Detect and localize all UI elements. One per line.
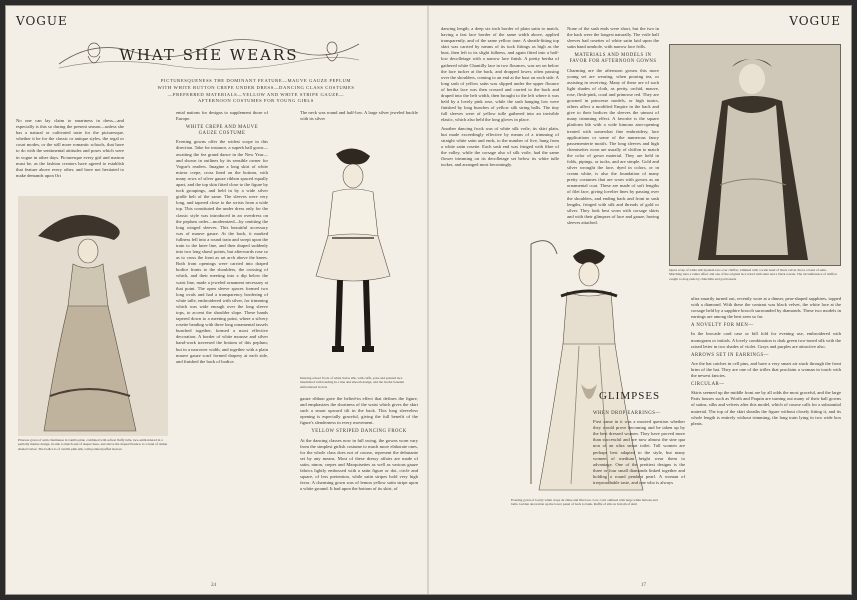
- princess-gown-illustration: [18, 196, 168, 436]
- opera-wrap-photo: [669, 44, 841, 266]
- right-col2-heading: MATERIALS AND MODELS IN FAVOR FOR AFTERNOON GOWNS: [569, 53, 657, 65]
- banner-title: WHAT SHE WEARS: [119, 46, 299, 64]
- novelty-body: In the brocade card case or bill fold for evening use, embroidered with monogram or initials. A lovely combination is dark green two-toned silk with the raised letter in two shades of violet. Grays and purples are attractive also.: [691, 331, 841, 349]
- arrows-body: Are the hat catches in cell pins, and have a very smart air stuck through the front brim of the hat. They are one of the trifles that proclaim a woman in touch with the newest fancies.: [691, 360, 841, 379]
- col4-paragraph: ultra smartly turned out, recently wore at a dinner, pear-shaped sapphires, topped with a diamond. With these the contrast was black velvet, the white lace at the corsage held by a sapphire brooch surrounded by diamonds. These two models in earrings are among the best seen so far.: [691, 296, 841, 320]
- col3-heading: YELLOW STRIPED DANCING FROCK: [311, 429, 407, 435]
- left-col3-bottom: [300, 396, 418, 566]
- masthead-right: VOGUE: [789, 14, 841, 28]
- dancing-frock-illustration: [298, 146, 408, 371]
- caption-opera-wrap: Opera wrap of white silk Spanish lace over chiffon, trimmed with a wide band of black velvet above a band of satin. Matching tiara a rather effect and one of the original lace wired with satin and a black rosette. The circumference of chiffon caught to drag ends by chinchilla and gold tassels: [669, 268, 837, 281]
- left-col1-text: [16, 118, 124, 198]
- left-col3-top: [300, 110, 418, 134]
- col3-body: At the dancing classes now in full swing, the gowns worn vary from the simplest girlish costume to much more elaborate ones, for the whole class does not of course, represent the debutante set by any means. Most of these dressy affairs are made of satin, ninon, crepes and Marquisettes as well as various gauze fabrics lightly embossed with a satin figure or dot, circle and square, of less pretention, while satin stripes hold very high favor. A charming gown was of lemon yellow satin stripe upon a white ground. It had upon the bottom of its skirt, of: [300, 437, 418, 492]
- col2-paragraph: ental nations for designs to supplement those of Europe.: [176, 110, 268, 122]
- magazine-spread: [6, 6, 851, 594]
- caption-princess-gown: Princess gown of satin charmeuse in vanilla pink, combined with softest fluffy tulle, lace-embroidered in a partially marine design, in side to match and of deeper hues, and above the draped flounce, is a band of darker shaded velvet. The bodice is of vanilla pink silk, with pointed puffed sleeves: [18, 438, 168, 451]
- glimpses-title: GLIMPSES: [599, 390, 661, 402]
- subdeck: PICTURESQUENESS THE DOMINANT FEATURE—MAUVE GAUZE PEPLUM WITH WHITE BUTTON CREPE UNDER DRESS—DANCING CLASS COSTUMES—PREFERRED MATERIALS—YELLOW AND WHITE STRIPE GAUZE—AFTERNOON COSTUMES FOR YOUNG GIRLS: [157, 78, 355, 104]
- circular-body: Skirts seemed up the middle front are by all odds the most graceful, and the large Paris houses such as Worth and Paquin are turning out many of their ball gowns of satins, silks and velvets after this model, which of course calls for a substantial material. The top of the skirt sheaths the figure without closely fitting it, and its whole length is entirely without trimming, the long train lying in two wide box pleats.: [691, 390, 841, 426]
- right-col2-paragraph: None of the sash ends were short, but the two in the back were the longest naturally. The voile half sleeves had rosettes of white satin laid upon the satin band armhole, with narrow lace frills.: [567, 26, 659, 50]
- folio-right: 17: [641, 583, 646, 588]
- opera-wrap-figure: [670, 45, 840, 265]
- right-col4-text: [691, 296, 841, 566]
- novelty-heading: A NOVELTY FOR MEN—: [691, 323, 754, 329]
- caption-dancing-frock: Dancing school frock of white Swiss silk, with cuffs, yoke and pointed lace intermixed with banding in a line and smooth design, and the border beneath embroidered in dots: [300, 376, 405, 389]
- caption-evening-gown: Evening gown of lovely white crepe de chine and filet lace. Low cowl outlined with large white buttons and balls. Golden decoration up the lower panel of back to bank. Ruffle of silk on bottom of skirt: [511, 498, 658, 507]
- col2-body: Evening gowns offer the widest scope in this direction. Take for instance, a superb ball gown—awaiting the fez grand dance in the New Year—and shown in outlines by its sensible owner for Vogue's readers. Imagine a long skirt of white mirror crepe, cross lined on the bottom, with many rows of silver gauze ribbon spaced equally apart, and the top skin fitted close to the figure by tuck groupings, and held in by a wide silver girdle belt of the same. The sleeves were very long, and tapered close to the wrists from a wide top. This constituted the under dress only for the classic style was introduced in an overdress on the peplum order—modernized—by omitting the long winged sleeves. This beautiful accessory was of mauve gauze. At the back, it marked fullness fell into a round train and swept upon the train to the knee line, and then draped suddenly into two long shawl points, but afterwards rose so as to cross the front as art arch above the knees. Both front openings were carried into draped bodice fronts to the shoulders, the crossing of which, and their meeting into a dip below the waist line, made a jeweled ornament necessary at that point. The open sleeve spaces formed two long ovals and had a transparency bordering of white tulle, embroidered with silver, for trimming which was wide enough over the long sleeve tops, to accent the shoulder slope. These bands tapered down to a meeting point, where a silvery rosette heading with three long ornamental tassels bunched together, formed a most effective decoration. A border of white mousse and silver hand-work traversed the bottom of this peplum; but in a narrower width, and together with a plain mauve gauze scarf formed drapery at each side, and finished the back of bodice.: [176, 139, 268, 364]
- right-page: [429, 6, 851, 594]
- col3-bottom-paragraph: gauze ribbon gave the belted-in effect that defines the figure, and emphasizes the shortness of the waist which gives the skirt such a smart upward tilt in the back. This long sleeveless opening is especially graceful, giving the full benefit of the figure's slenderness in every movement.: [300, 396, 418, 426]
- right-col2-body: Charming are the afternoon gowns this more young set are wearing, when pouring tea, or assisting in receiving. Many of these are of such light shades of cloth, as pretty, orchid, mauve, rose, flesh-pink, coral and primrose red. They are gowned in princesse models, or high tunics, others affect a modified Empire in the back and give to their bodices the sleeves the utmost of many trimming effect. A favorite is the square platform bib with a wide kimono arm-opening treated with somewhat fine embroidery, lace applications or some of the numerous fancy passementerie motifs. The long sleeves and high chemisettes worn are usually of chiffon to match the color of gown material. They are held in folds, pipings, or tucks, and are simple. Gold and silver wrought the lace, dyed in colors, or in cream white, is also the foundation of many pretty costumes that are worn with gowns as an ornamental coat. These are made of soft lengths of filet lace, giving lovelier lines by passing over the shoulders, and ending back and front in sash lengths, fringed with silk and threads of gold or silver. They look best worn with corsage skirts and with their glimpses of lace and gauze, having sleeves attached.: [567, 67, 659, 225]
- title-banner: [54, 34, 364, 72]
- right-col1-paragraph: dancing length, a deep six inch border of plain satin to match, having a fast lace border of the same width above, applied transparently, and of the same yellow tone. A sheath-fitting top skirt was carried by means of its tuck fittings as high as the bust, then left to its slight fullness, and again fitted into a half-low decolletage with a narrow lace finish. A pretty bertha of gathered white Chantilly lace in two flounces, was set on below the lace tucker at the back, and dropped lower, often passing over the shoulders, coming to an end at the bust on each side. A long sash of yellow satin was slipped under the upper flounce of bertha lace was then crossed and carried to the back and draped into the belt width, then brought to the left where it was held by a lovely pink rose, while the sash hanging low were finished by long bunches of yellow silk string balls. The tiny full sleeves were of yellow tulle gathered into an invisible elastic, which also held the long gloves in place.: [441, 26, 559, 123]
- folio-left: 24: [211, 583, 216, 588]
- col2-heading: WHITE CREPE AND MAUVE GAUZE COSTUME: [185, 125, 259, 137]
- left-col2-text: [176, 110, 268, 560]
- col1-paragraph: No one can lay claim to smartness in dress—and especially is this so during the present season—unless she has a natural or cultivated taste for the picturesque, whether it be for the classic or antique styles, the regal or court modes, or the still more romantic schools, that have to do with the sentimental attitudes and poses which were in vogue in other days. Picturesque every girl and matron must be, as the fashion creators have agreed to establish that feature above every other, and have not hesitated to make demands upon Ori: [16, 118, 124, 178]
- glimpse-body: First came in it was a mooted question whether they would prove becoming and be taken up by the best dressed women. They have proved more than successful and are now almost the sine qua non of an ultra smart toilet. Tall women are perhaps best adapted to the style, but many women of medium height wear them to advantage. One of the prettiest designs is the three or four small diamonds linked together and holding a round pendant pearl. A woman of irreproachable taste, and one who is always: [593, 419, 685, 486]
- arrows-heading: ARROWS SET IN EARRINGS—: [691, 352, 769, 358]
- glimpse-heading: WHEN DROP EARRINGS—: [593, 411, 661, 416]
- masthead-left: VOGUE: [16, 14, 68, 28]
- right-col1-text: [441, 26, 559, 226]
- left-page: [6, 6, 428, 594]
- col3-paragraph: The neck was round and half-low. A large silver jeweled buckle with its silver: [300, 110, 418, 122]
- glimpses-col: [593, 408, 685, 558]
- right-col1-paragraph2: Another dancing frock was of white silk voile, its skirt plain, but made exceedingly effective by means of a trimming of straight white satin and ends, to the number of five, hung from a white satin rosette. Each sash end was fringed with fibre of the valley, while the corsage also of silk voile, had the same flower trimming on its decolletage set below its white tulle tucker, and arranged most becomingly.: [441, 125, 559, 168]
- circular-heading: CIRCULAR—: [691, 382, 725, 388]
